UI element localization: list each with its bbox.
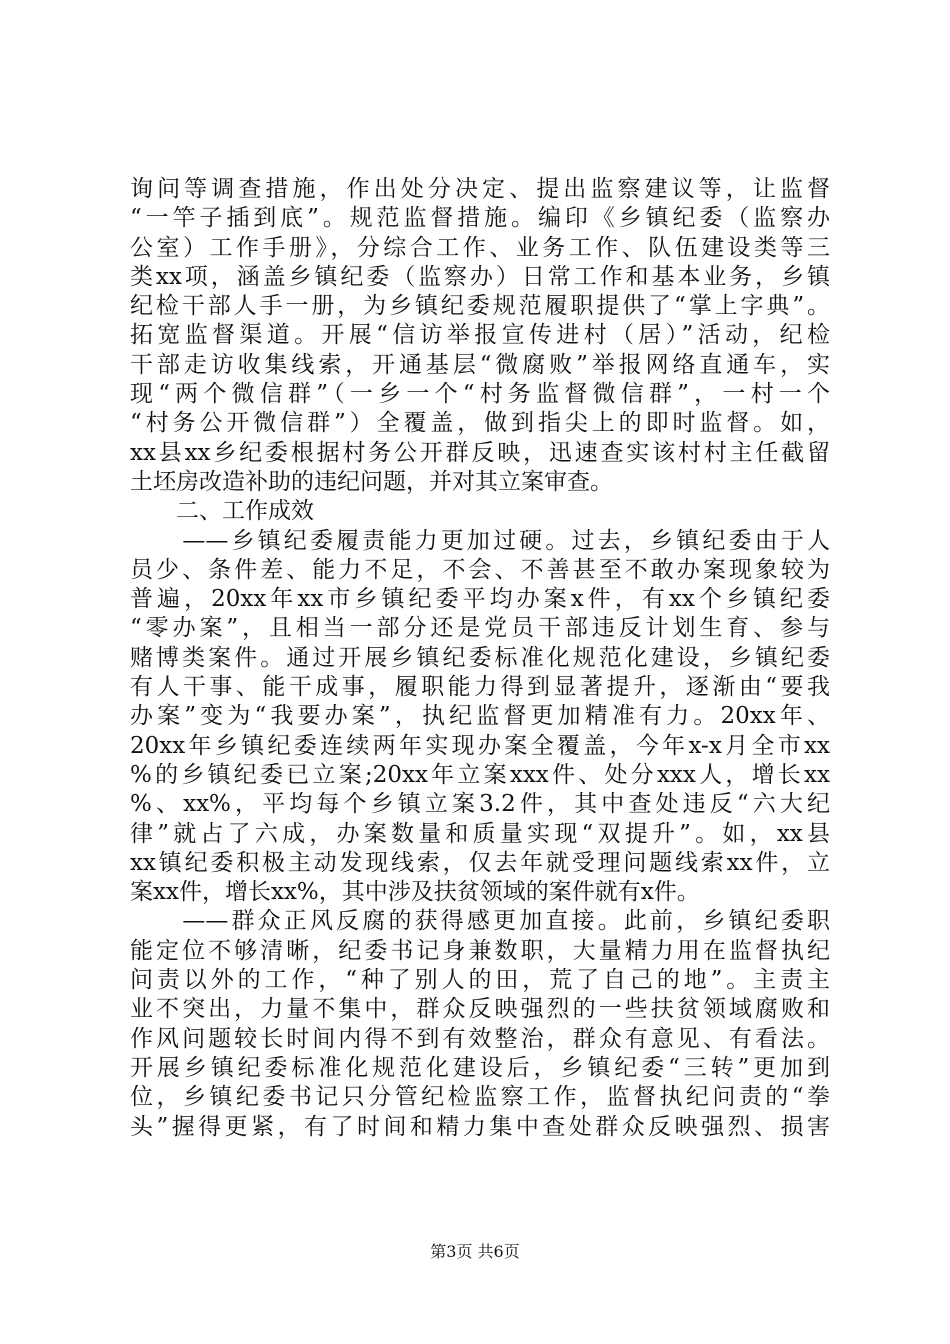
- text-line: 办案”变为“我要办案”，执纪监督更加精准有力。20xx年、: [130, 703, 830, 730]
- text-line: 案xx件，增长xx%，其中涉及扶贫领域的案件就有x件。: [130, 879, 700, 906]
- text-line: “村务公开微信群”）全覆盖，做到指尖上的即时监督。如，: [130, 410, 830, 437]
- text-line: 开展乡镇纪委标准化规范化建设后，乡镇纪委“三转”更加到: [130, 1054, 830, 1081]
- text-line: 位，乡镇纪委书记只分管纪检监察工作，监督执纪问责的“拳: [130, 1084, 830, 1111]
- text-line: %、xx%，平均每个乡镇立案3.2件，其中查处违反“六大纪: [130, 791, 830, 818]
- text-line: %的乡镇纪委已立案;20xx年立案xxx件、处分xxx人，增长xx: [130, 761, 830, 788]
- text-line: 纪检干部人手一册，为乡镇纪委规范履职提供了“掌上字典”。: [130, 293, 830, 320]
- text-line: 头”握得更紧，有了时间和精力集中查处群众反映强烈、损害: [130, 1113, 830, 1140]
- text-line: 能定位不够清晰，纪委书记身兼数职，大量精力用在监督执纪: [130, 937, 830, 964]
- text-line: 询问等调查措施，作出处分决定、提出监察建议等，让监督: [130, 176, 830, 202]
- text-line: 土坯房改造补助的违纪问题，并对其立案审查。: [130, 468, 613, 495]
- text-line: “零办案”，且相当一部分还是党员干部违反计划生育、参与: [130, 615, 830, 642]
- text-line: 作风问题较长时间内得不到有效整治，群众有意见、有看法。: [130, 1025, 830, 1052]
- text-line: 干部走访收集线索，开通基层“微腐败”举报网络直通车，实: [130, 351, 830, 378]
- text-line: ——群众正风反腐的获得感更加直接。此前，乡镇纪委职: [130, 908, 830, 935]
- text-line: 普遍，20xx年xx市乡镇纪委平均办案x件，有xx个乡镇纪委: [130, 586, 830, 613]
- text-line: 有人干事、能干成事，履职能力得到显著提升，逐渐由“要我: [130, 674, 830, 701]
- text-line: 二、工作成效: [130, 498, 314, 525]
- text-line: 20xx年乡镇纪委连续两年实现办案全覆盖，今年x-x月全市xx: [130, 732, 830, 759]
- text-line: xx镇纪委积极主动发现线索，仅去年就受理问题线索xx件，立: [130, 849, 830, 876]
- text-line: 现“两个微信群”（一乡一个“村务监督微信群”，一村一个: [130, 381, 830, 408]
- text-line: 问责以外的工作，“种了别人的田，荒了自己的地”。主责主: [130, 967, 830, 994]
- body-text: [130, 175, 830, 1142]
- text-line: 律”就占了六成，办案数量和质量实现“双提升”。如，xx县: [130, 820, 830, 847]
- text-line: ——乡镇纪委履责能力更加过硬。过去，乡镇纪委由于人: [130, 527, 830, 554]
- text-line: 拓宽监督渠道。开展“信访举报宣传进村（居）”活动，纪检: [130, 322, 830, 349]
- page-footer: 第3页 共6页: [430, 1242, 520, 1261]
- text-line: “一竿子插到底”。规范监督措施。编印《乡镇纪委（监察办: [130, 205, 830, 232]
- text-line: 公室）工作手册》，分综合工作、业务工作、队伍建设类等三: [130, 234, 830, 261]
- text-line: 员少、条件差、能力不足，不会、不善甚至不敢办案现象较为: [130, 556, 830, 583]
- text-line: 业不突出，力量不集中，群众反映强烈的一些扶贫领域腐败和: [130, 996, 830, 1023]
- text-line: 类xx项，涵盖乡镇纪委（监察办）日常工作和基本业务，乡镇: [130, 263, 830, 290]
- text-line: xx县xx乡纪委根据村务公开群反映，迅速查实该村村主任截留: [130, 439, 830, 466]
- text-line: 赌博类案件。通过开展乡镇纪委标准化规范化建设，乡镇纪委: [130, 644, 830, 671]
